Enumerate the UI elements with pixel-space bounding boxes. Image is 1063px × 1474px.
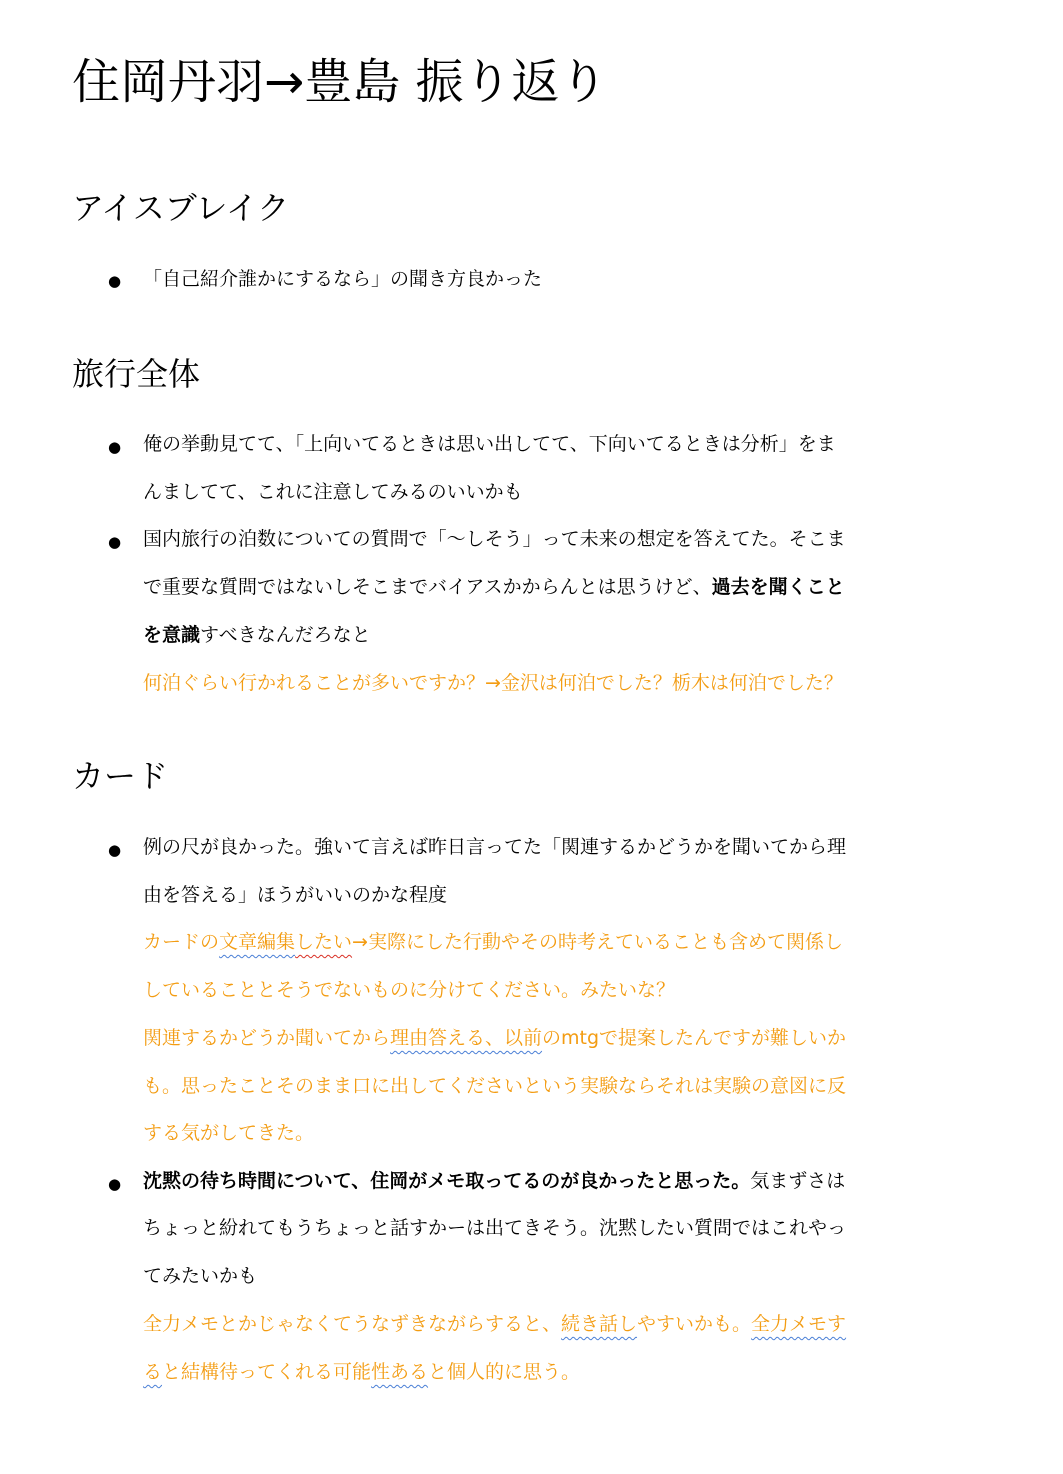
spellcheck-underline: 理由答える、以前 xyxy=(390,1027,543,1049)
reply-comment: カードの文章編集したい→実際にした行動やその時考えていることも含めて関係し xyxy=(143,931,843,953)
bullet-icon: ● xyxy=(108,533,122,551)
list-item-line: を意識すべきなんだろなと xyxy=(143,624,371,646)
list-item-line: 例の尺が良かった。強いて言えば昨日言ってた「関連するかどうかを聞いてから理 xyxy=(143,836,847,858)
bold-text: 過去を聞くこと xyxy=(711,576,845,598)
page-title: 住岡丹羽→豊島 振り返り xyxy=(72,54,608,110)
reply-comment: ると結構待ってくれる可能性あると個人的に思う。 xyxy=(143,1361,581,1383)
list-item-line: 沈黙の待ち時間について、住岡がメモ取ってるのが良かったと思った。気まずさは xyxy=(143,1170,846,1192)
spellcheck-underline: る xyxy=(143,1361,163,1383)
list-item-line: 国内旅行の泊数についての質問で「〜しそう」って未来の想定を答えてた。そこま xyxy=(143,528,846,550)
list-item-line: んましてて、これに注意してみるのいいかも xyxy=(143,481,523,503)
reply-comment: 何泊ぐらい行かれることが多いですか？→金沢は何泊でした？栃木は何泊でした？ xyxy=(143,672,843,694)
bullet-icon: ● xyxy=(108,1175,122,1193)
list-item-line: で重要な質問ではないしそこまでバイアスかからんとは思うけど、過去を聞くこと xyxy=(143,576,845,598)
spellcheck-underline: したい xyxy=(295,931,353,953)
bullet-icon: ● xyxy=(108,841,122,859)
list-item-line: ちょっと紛れてもうちょっと話すかーは出てきそう。沈黙したい質問ではこれやっ xyxy=(143,1217,847,1239)
list-item-line: 由を答える」ほうがいいのかな程度 xyxy=(143,884,448,906)
reply-comment: 関連するかどうか聞いてから理由答える、以前のmtgで提案したんですが難しいか xyxy=(143,1027,847,1049)
section-heading-card: カード xyxy=(72,757,169,795)
spellcheck-underline: 続き話し xyxy=(561,1313,638,1335)
reply-comment: していることとそうでないものに分けてください。みたいな？ xyxy=(143,979,676,1001)
section-heading-travel: 旅行全体 xyxy=(72,355,201,393)
list-item-line: 俺の挙動見てて、「上向いてるときは思い出してて、下向いてるときは分析」をま xyxy=(143,433,836,455)
bold-text: を意識 xyxy=(143,624,201,646)
reply-comment: する気がしてきた。 xyxy=(143,1122,315,1144)
spellcheck-underline: 文章編集 xyxy=(219,931,296,953)
bullet-icon: ● xyxy=(108,438,122,456)
reply-comment: も。思ったことそのまま口に出してくださいという実験ならそれは実験の意図に反 xyxy=(143,1075,847,1097)
bullet-icon: ● xyxy=(108,272,122,290)
list-item-line: てみたいかも xyxy=(143,1265,258,1287)
reply-comment: 全力メモとかじゃなくてうなずきながらすると、続き話しやすいかも。全力メモす xyxy=(143,1313,847,1335)
bold-text: 沈黙の待ち時間について、住岡がメモ取ってるのが良かったと思った。 xyxy=(143,1170,751,1192)
section-heading-icebreak: アイスブレイク xyxy=(72,189,290,227)
list-item: 「自己紹介誰かにするなら」の聞き方良かった xyxy=(143,268,543,290)
spellcheck-underline: 全力メモす xyxy=(751,1313,847,1335)
spellcheck-underline: 性ある xyxy=(371,1361,429,1383)
